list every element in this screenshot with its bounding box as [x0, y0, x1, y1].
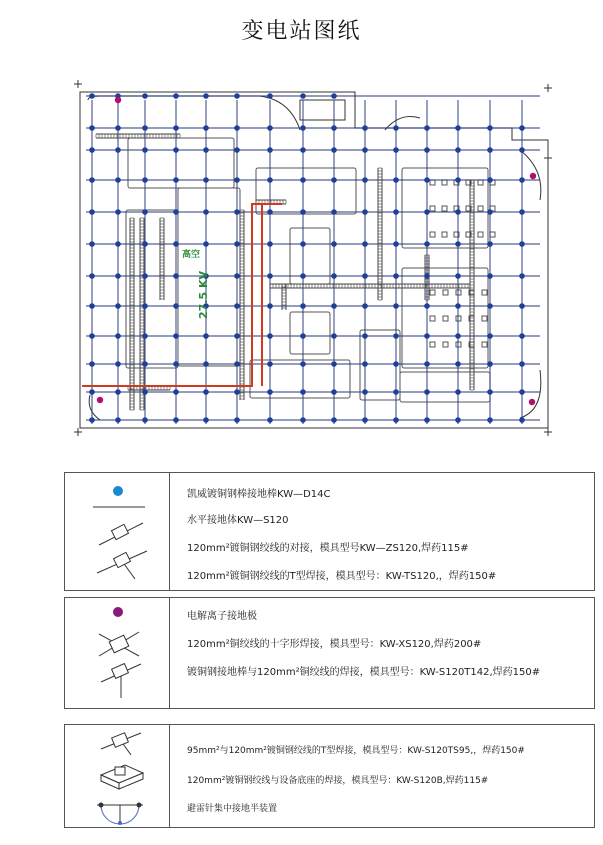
ground-rod-dot [424, 147, 430, 153]
ground-rod-dot [173, 93, 179, 99]
ground-rod-dot [519, 241, 525, 247]
ground-rod-dot [424, 273, 430, 279]
ground-rod-dot [519, 209, 525, 215]
purple-dot-icon [113, 607, 123, 617]
ground-rod-dot [115, 417, 121, 423]
ground-rod-dot [89, 177, 95, 183]
transformer-height-label: 高空 [181, 250, 201, 260]
ground-rod-dot [89, 125, 95, 131]
ground-rod-dot [173, 417, 179, 423]
ground-rod-dot [455, 303, 461, 309]
equipment-pad [478, 180, 483, 185]
equipment-pad [430, 206, 435, 211]
ground-rod-dot [203, 177, 209, 183]
electrolytic-electrode-dot [529, 399, 535, 405]
ground-rod-dot [267, 93, 273, 99]
ground-rod-dot [115, 273, 121, 279]
ground-rod-dot [234, 125, 240, 131]
ground-rod-dot [424, 303, 430, 309]
t-weld-icon [101, 733, 141, 755]
ground-rod-dot [487, 147, 493, 153]
butt-weld-icon [99, 523, 143, 545]
ground-rod-dot [300, 177, 306, 183]
ground-rod-dot [173, 389, 179, 395]
ground-rod-dot [267, 333, 273, 339]
ground-rod-dot [267, 177, 273, 183]
ground-rod-dot [487, 241, 493, 247]
ground-rod-dot [267, 273, 273, 279]
transformer-voltage-label: 27.5 KV [197, 270, 210, 320]
ground-rod-dot [267, 125, 273, 131]
ground-rod-dot [519, 417, 525, 423]
electrolytic-electrode-dot [97, 397, 103, 403]
rod-weld-icon [101, 664, 141, 698]
ground-rod-dot [300, 125, 306, 131]
ground-rod-dot [142, 361, 148, 367]
ground-rod-dot [173, 361, 179, 367]
ground-rod-dot [487, 303, 493, 309]
ground-rod-dot [115, 125, 121, 131]
ground-rod-dot [362, 125, 368, 131]
ground-rod-dot [455, 147, 461, 153]
legend-text: 120mm²镀铜钢绞线的对接，模具型号KW—ZS120,焊药115# [187, 543, 469, 554]
ground-rod-dot [424, 209, 430, 215]
red-cable-line [82, 204, 282, 386]
ground-rod-dot [234, 417, 240, 423]
ground-rod-dot [173, 273, 179, 279]
ground-rod-dot [234, 361, 240, 367]
equipment-pad [442, 206, 447, 211]
ground-rod-dot [331, 241, 337, 247]
ground-rod-dot [424, 333, 430, 339]
ground-rod-dot [173, 147, 179, 153]
ground-rod-dot [519, 303, 525, 309]
ground-rod-dot [234, 177, 240, 183]
ground-rod-dot [487, 333, 493, 339]
ground-rod-dot [455, 417, 461, 423]
ground-rod-dot [203, 147, 209, 153]
lightning-arrester-icon [97, 803, 143, 825]
ground-rod-dot [234, 303, 240, 309]
ground-rod-dot [142, 389, 148, 395]
ground-rod-dot [203, 209, 209, 215]
ground-rod-dot [519, 147, 525, 153]
equipment-pad [482, 316, 487, 321]
ground-rod-dot [234, 389, 240, 395]
ground-rod-dot [234, 209, 240, 215]
ground-rod-dot [455, 333, 461, 339]
equipment-pad [482, 342, 487, 347]
ground-rod-dot [234, 333, 240, 339]
ground-rod-dot [173, 303, 179, 309]
ground-rod-dot [519, 361, 525, 367]
ground-rod-dot [487, 417, 493, 423]
legend-text: 镀铜钢接地棒与120mm²铜绞线的焊接，模具型号：KW-S120T142,焊药150# [187, 667, 541, 678]
building [402, 268, 488, 368]
ground-rod-dot [142, 333, 148, 339]
ground-rod-dot [89, 361, 95, 367]
ground-rod-dot [142, 241, 148, 247]
buildings [126, 138, 495, 402]
ground-rod-dot [115, 241, 121, 247]
ground-rod-dot [267, 417, 273, 423]
legend-text: 120mm²镀铜钢绞线的T型焊接，模具型号：KW-TS120,，焊药150# [187, 571, 497, 582]
equipment-pad [442, 180, 447, 185]
ground-rod-dot [331, 361, 337, 367]
ground-rod-dot [89, 273, 95, 279]
cross-weld-icon [99, 632, 139, 656]
ground-rod-dot [331, 389, 337, 395]
equipment-pad [490, 232, 495, 237]
ground-rod-dot [203, 333, 209, 339]
ground-rod-dot [267, 147, 273, 153]
ground-rod-dot [300, 93, 306, 99]
ground-rod-dot [300, 241, 306, 247]
ground-rod-dot [455, 177, 461, 183]
ground-rod-dot [267, 389, 273, 395]
building [400, 372, 490, 402]
ground-rod-dot [234, 147, 240, 153]
ground-rod-dot [267, 361, 273, 367]
ground-rod-dot [89, 241, 95, 247]
ground-rod-dot [234, 241, 240, 247]
legend-text: 120mm²铜绞线的十字形焊接，模具型号：KW-XS120,焊药200# [187, 639, 482, 650]
ground-rod-dot [267, 241, 273, 247]
ground-rod-dot [300, 273, 306, 279]
ground-rod-dot [362, 417, 368, 423]
site-boundary [80, 92, 548, 428]
ground-rod-dot [424, 361, 430, 367]
ground-rod-dot [455, 241, 461, 247]
cable-trenches [96, 134, 474, 410]
ground-rod-dot [115, 147, 121, 153]
ground-rods [89, 93, 525, 423]
ground-rod-dot [487, 209, 493, 215]
ground-rod-dot [331, 93, 337, 99]
equipment-pad [430, 232, 435, 237]
page-title: 变电站图纸 [241, 19, 362, 44]
equipment-pad [478, 206, 483, 211]
ground-rod-dot [393, 273, 399, 279]
ground-rod-dot [331, 177, 337, 183]
ground-rod-dot [362, 273, 368, 279]
ground-rod-dot [300, 303, 306, 309]
ground-rod-dot [300, 389, 306, 395]
ground-rod-dot [424, 389, 430, 395]
ground-rod-dot [142, 177, 148, 183]
electrolytic-electrode-dot [530, 173, 536, 179]
ground-rod-dot [173, 177, 179, 183]
ground-rod-dot [331, 273, 337, 279]
ground-rod-dot [142, 273, 148, 279]
ground-rod-dot [519, 125, 525, 131]
ground-rod-dot [393, 147, 399, 153]
ground-rod-dot [115, 389, 121, 395]
ground-rod-dot [173, 333, 179, 339]
equipment-pad [478, 232, 483, 237]
ground-rod-dot [89, 303, 95, 309]
ground-rod-dot [455, 273, 461, 279]
legend-text: 95mm²与120mm²镀铜钢绞线的T型焊接，模具型号：KW-S120TS95,，焊药150# [187, 746, 525, 756]
ground-rod-dot [393, 177, 399, 183]
ground-rod-dot [331, 147, 337, 153]
ground-rod-dot [393, 303, 399, 309]
equipment-pad [430, 342, 435, 347]
ground-rod-dot [142, 125, 148, 131]
ground-rod-dot [362, 147, 368, 153]
legend-group-3-symbols [65, 725, 169, 827]
site-outline [80, 92, 548, 428]
gate-house [300, 100, 345, 120]
ground-rod-dot [89, 93, 95, 99]
equipment-pad [430, 290, 435, 295]
ground-rod-dot [487, 177, 493, 183]
ground-rod-dot [89, 389, 95, 395]
equipment-pad [430, 316, 435, 321]
ground-rod-dot [362, 303, 368, 309]
ground-rod-dot [142, 417, 148, 423]
ground-rod-dot [203, 417, 209, 423]
ground-rod-dot [89, 209, 95, 215]
ground-rod-dot [455, 209, 461, 215]
ground-rod-dot [455, 125, 461, 131]
ground-rod-dot [89, 417, 95, 423]
ground-rod-dot [234, 273, 240, 279]
ground-rod-dot [89, 333, 95, 339]
ground-rod-dot [267, 209, 273, 215]
ground-rod-dot [115, 361, 121, 367]
ground-rod-dot [331, 209, 337, 215]
ground-rod-dot [455, 389, 461, 395]
ground-rod-dot [267, 303, 273, 309]
ground-rod-dot [203, 389, 209, 395]
legend-group-2-symbols [65, 598, 169, 708]
ground-rod-dot [300, 417, 306, 423]
ground-rod-dot [362, 361, 368, 367]
ground-rod-dot [362, 389, 368, 395]
ground-rod-dot [142, 209, 148, 215]
red-cable-segment [82, 204, 282, 386]
equipment-pad [442, 232, 447, 237]
ground-rod-dot [142, 93, 148, 99]
ground-rod-dot [300, 147, 306, 153]
ground-rod-dot [362, 241, 368, 247]
equipment-pad [443, 290, 448, 295]
ground-rod-dot [362, 177, 368, 183]
ground-rod-dot [362, 333, 368, 339]
legend-text: 水平接地体KW—S120 [187, 515, 289, 526]
ground-rod-dot [173, 209, 179, 215]
ground-rod-dot [115, 303, 121, 309]
ground-rod-dot [393, 361, 399, 367]
ground-rod-dot [487, 389, 493, 395]
legend-group-3 [64, 724, 595, 828]
ground-rod-dot [362, 209, 368, 215]
ground-rod-dot [519, 333, 525, 339]
ground-rod-dot [173, 125, 179, 131]
ground-rod-dot [331, 333, 337, 339]
ground-rod-dot [393, 417, 399, 423]
ground-rod-dot [203, 93, 209, 99]
legend-group-1-symbols [65, 473, 169, 590]
ground-rod-dot [142, 303, 148, 309]
blue-dot-icon [113, 486, 123, 496]
equipment-pad [430, 180, 435, 185]
equipment-pad [443, 342, 448, 347]
ground-rod-dot [203, 361, 209, 367]
base-plate-weld-icon [101, 765, 143, 789]
ground-rod-dot [487, 361, 493, 367]
ground-rod-dot [519, 273, 525, 279]
ground-rod-dot [300, 361, 306, 367]
ground-rod-dot [203, 241, 209, 247]
ground-rod-dot [519, 177, 525, 183]
ground-rod-dot [234, 93, 240, 99]
legend-text: 电解离子接地极 [187, 611, 257, 622]
ground-rod-dot [424, 417, 430, 423]
ground-rod-dot [487, 125, 493, 131]
ground-rod-dot [424, 241, 430, 247]
building [256, 168, 356, 214]
ground-rod-dot [393, 125, 399, 131]
ground-rod-dot [424, 125, 430, 131]
ground-rod-dot [455, 361, 461, 367]
corner-marks [74, 80, 552, 436]
legend-group-2 [64, 597, 595, 709]
equipment-pad [443, 316, 448, 321]
ground-rod-dot [393, 209, 399, 215]
ground-rod-dot [115, 209, 121, 215]
ground-rod-dot [519, 389, 525, 395]
ground-rod-dot [331, 303, 337, 309]
ground-rod-dot [393, 389, 399, 395]
ground-rod-dot [424, 177, 430, 183]
ground-rod-dot [115, 333, 121, 339]
ground-rod-dot [203, 125, 209, 131]
legend-text: 凯威镀铜钢棒接地棒KW—D14C [187, 489, 331, 500]
equipment-pad [482, 290, 487, 295]
ground-rod-dot [300, 333, 306, 339]
ground-rod-dot [393, 241, 399, 247]
ground-rod-dot [142, 147, 148, 153]
ground-rod-dot [89, 147, 95, 153]
legend-text: 避雷针集中接地半装置 [187, 804, 278, 814]
ground-rod-dot [331, 125, 337, 131]
legend-group-1 [64, 472, 595, 591]
building [290, 312, 330, 354]
ground-rod-dot [393, 333, 399, 339]
ground-rod-dot [115, 177, 121, 183]
ground-rod-dot [173, 241, 179, 247]
legend-text: 120mm²镀铜钢绞线与设备底座的焊接，模具型号：KW-S120B,焊药115# [187, 776, 489, 786]
ground-rod-dot [487, 273, 493, 279]
ground-rod-dot [331, 417, 337, 423]
electrolytic-electrode-dot [115, 97, 121, 103]
ground-rod-dot [300, 209, 306, 215]
t-weld-icon [97, 551, 147, 579]
